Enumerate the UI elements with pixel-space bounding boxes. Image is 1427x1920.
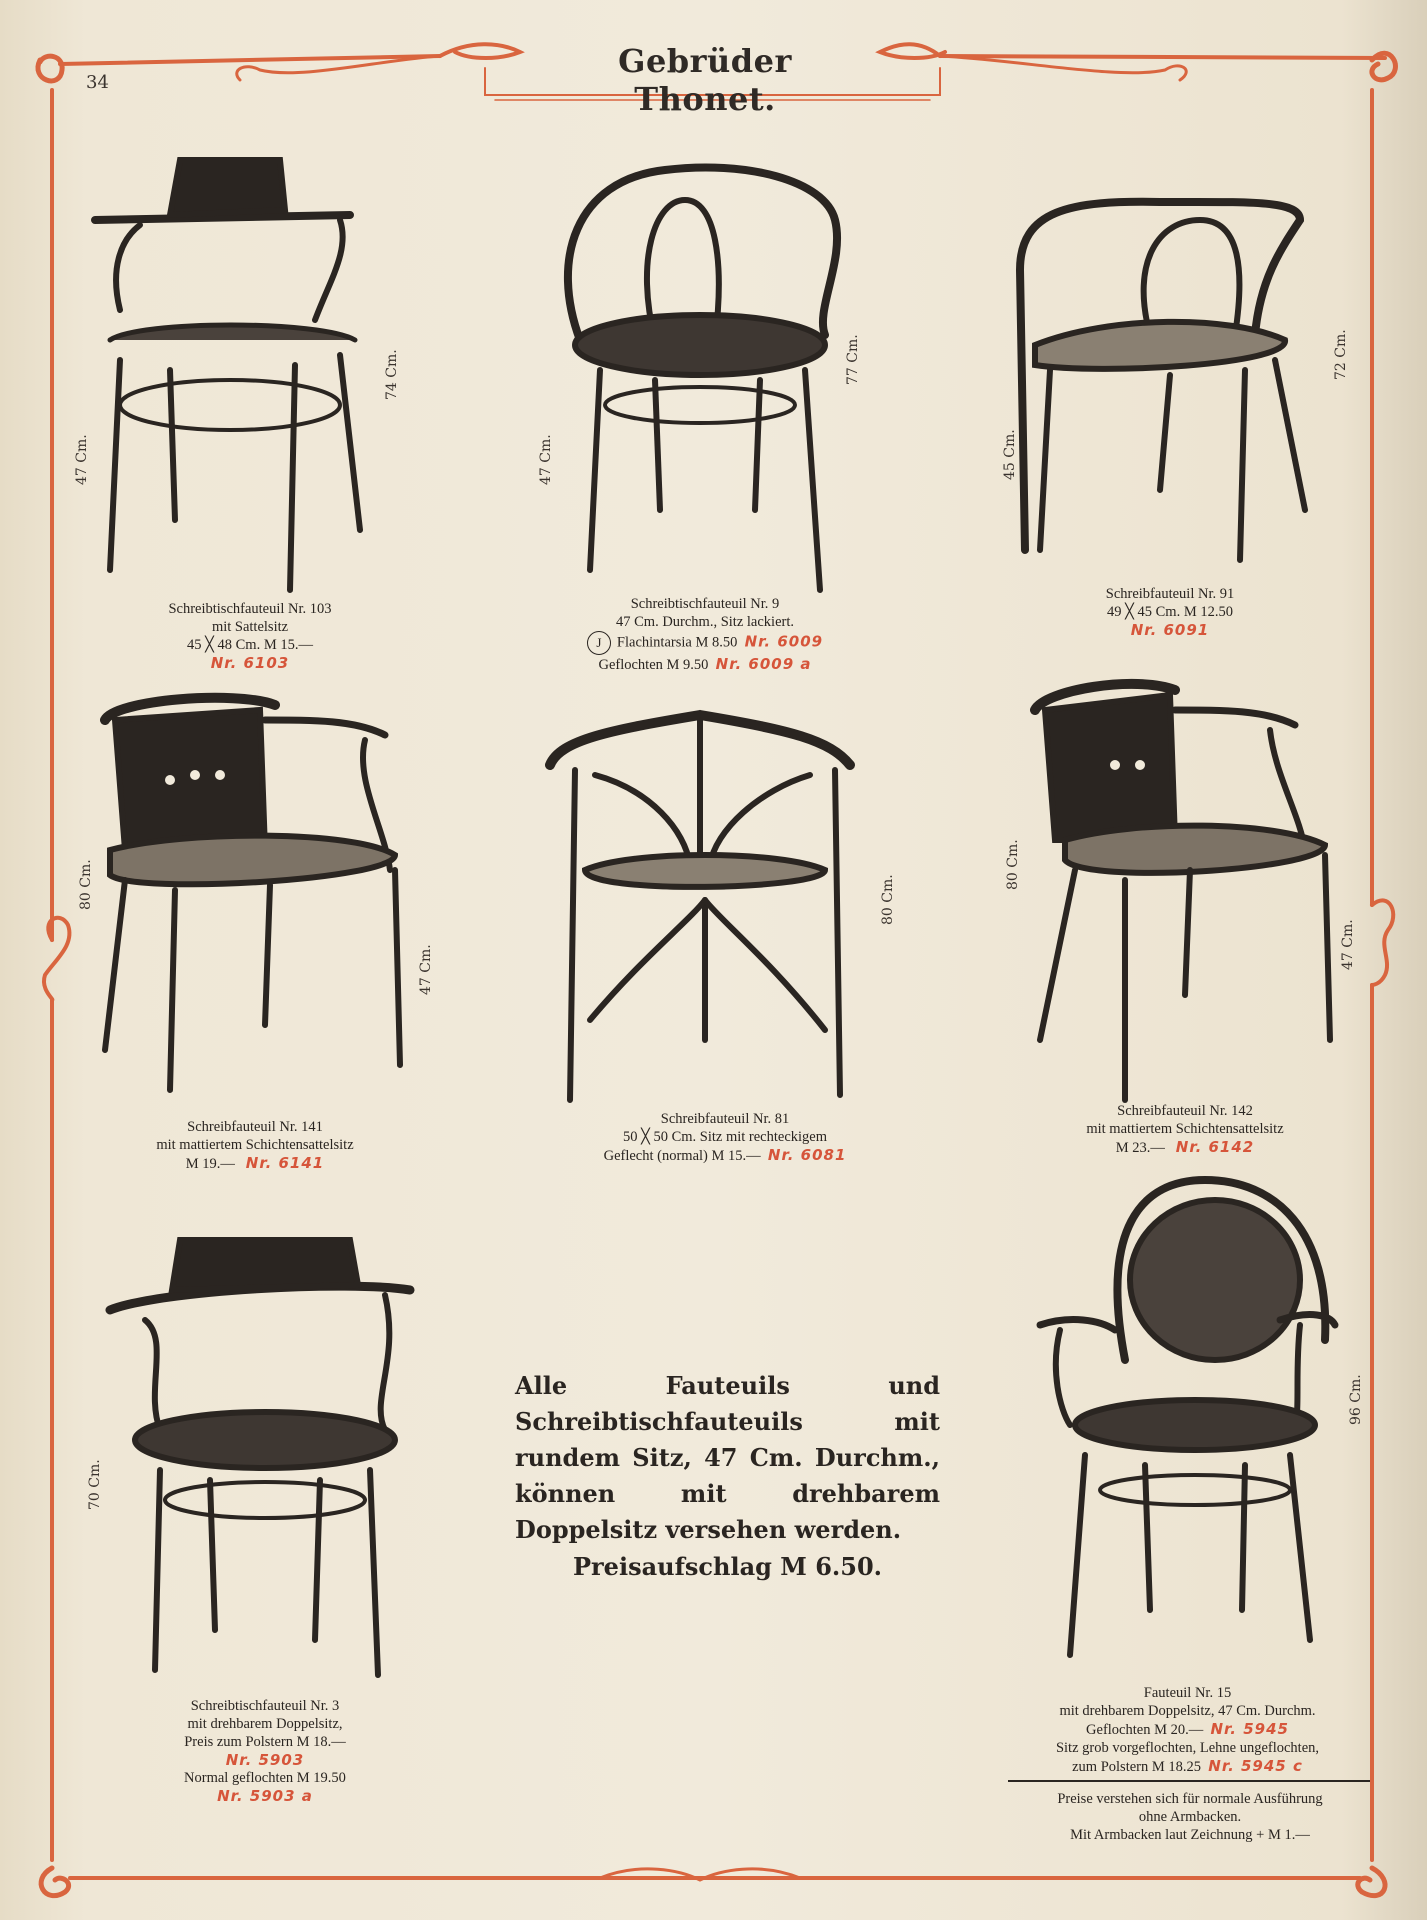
- caption-line: Schreibfauteuil Nr. 91: [1105, 586, 1235, 602]
- caption-line: mit Sattelsitz: [211, 619, 289, 635]
- dimension-label: 80 Cm.: [78, 859, 94, 910]
- order-number: Nr. 6009 a: [715, 655, 812, 673]
- caption-line: zum Polstern M 18.25: [1072, 1759, 1202, 1775]
- chair-illustration-103: [80, 150, 420, 600]
- order-number: Nr. 5903: [225, 1751, 305, 1769]
- page-number: 34: [86, 72, 109, 93]
- caption-line: Flachintarsia M 8.50: [616, 634, 738, 651]
- chair-illustration-91: [1010, 190, 1330, 570]
- footnote-line: Preise verstehen sich für normale Ausführung: [1057, 1791, 1323, 1807]
- caption-line: 49 ╳ 45 Cm. M 12.50: [1107, 604, 1233, 620]
- caption-line: Preis zum Polstern M 18.—: [184, 1734, 346, 1750]
- caption-line: Fauteuil Nr. 15: [1143, 1685, 1232, 1701]
- price-footnote: [1005, 1790, 1375, 1844]
- caption-nr-81: [555, 1110, 895, 1165]
- chair-illustration-9: [545, 160, 865, 600]
- caption-line: Geflecht (normal) M 15.—: [603, 1148, 761, 1164]
- order-number: Nr. 6141: [245, 1154, 325, 1172]
- caption-line: Normal geflochten M 19.50: [184, 1770, 346, 1786]
- caption-nr-103: [95, 600, 405, 672]
- order-number: Nr. 6103: [210, 654, 290, 672]
- chair-illustration-3: [100, 1230, 430, 1690]
- caption-nr-15: [1000, 1684, 1375, 1776]
- chair-illustration-142: [1025, 665, 1345, 1105]
- dimension-label: 80 Cm.: [880, 874, 896, 925]
- dimension-label: 70 Cm.: [87, 1459, 103, 1510]
- dimension-label: 74 Cm.: [384, 349, 400, 400]
- caption-line: 45 ╳ 48 Cm. M 15.—: [187, 637, 313, 653]
- dimension-label: 47 Cm.: [418, 944, 434, 995]
- caption-nr-9: [545, 595, 865, 674]
- caption-line: M 23.—: [1115, 1140, 1165, 1156]
- caption-line: mit mattiertem Schichtensattelsitz: [156, 1137, 354, 1153]
- order-number: Nr. 6142: [1175, 1138, 1255, 1156]
- dimension-label: 96 Cm.: [1348, 1374, 1364, 1425]
- dimension-label: 80 Cm.: [1005, 839, 1021, 890]
- order-number: Nr. 5945: [1210, 1720, 1289, 1738]
- dimension-label: 47 Cm.: [538, 434, 554, 485]
- price-surcharge: Preisaufschlag M 6.50.: [572, 1552, 883, 1581]
- caption-line: 50 ╳ 50 Cm. Sitz mit rechteckigem: [622, 1129, 828, 1145]
- swivel-seat-notice: Alle Fauteuils und Schreibtischfauteuils mit rundem Sitz, 47 Cm. Durchm., können mit drehbarem Doppelsitz versehen werden.: [515, 1371, 940, 1544]
- dimension-label: 47 Cm.: [74, 434, 90, 485]
- caption-nr-3: [110, 1697, 420, 1805]
- caption-line: M 19.—: [185, 1156, 235, 1172]
- caption-line: Schreibtischfauteuil Nr. 9: [630, 596, 780, 612]
- caption-line: Schreibfauteuil Nr. 142: [1117, 1103, 1253, 1119]
- order-number: Nr. 5903 a: [217, 1787, 313, 1805]
- caption-line: mit drehbarem Doppelsitz, 47 Cm. Durchm.: [1059, 1703, 1316, 1719]
- caption-line: mit drehbarem Doppelsitz,: [187, 1716, 343, 1732]
- chair-illustration-141: [95, 680, 415, 1100]
- chair-illustration-81: [540, 700, 860, 1110]
- j-mark-icon: J: [587, 631, 611, 655]
- dimension-label: 77 Cm.: [845, 334, 861, 385]
- order-number: Nr. 6009: [744, 632, 824, 651]
- caption-line: Geflochten M 9.50: [598, 657, 709, 673]
- chair-illustration-15: [1030, 1170, 1350, 1660]
- caption-nr-142: [1040, 1102, 1330, 1157]
- caption-line: Schreibtischfauteuil Nr. 3: [190, 1698, 340, 1714]
- caption-nr-141: [100, 1118, 410, 1173]
- caption-line: 47 Cm. Durchm., Sitz lackiert.: [616, 614, 794, 630]
- caption-line: Schreibtischfauteuil Nr. 103: [168, 601, 332, 617]
- caption-nr-91: [1030, 585, 1310, 639]
- page-title: Gebrüder Thonet.: [618, 42, 792, 118]
- caption-line: Sitz grob vorgeflochten, Lehne ungeflochten,: [1055, 1740, 1320, 1756]
- dimension-label: 47 Cm.: [1340, 919, 1356, 970]
- footnote-line: ohne Armbacken.: [1138, 1809, 1242, 1825]
- dimension-label: 45 Cm.: [1002, 429, 1018, 480]
- order-number: Nr. 6091: [1130, 621, 1210, 639]
- divider: [1008, 1780, 1370, 1782]
- order-number: Nr. 5945 c: [1208, 1757, 1303, 1775]
- caption-line: Schreibfauteuil Nr. 81: [660, 1111, 790, 1127]
- dimension-label: 72 Cm.: [1333, 329, 1349, 380]
- caption-line: mit mattiertem Schichtensattelsitz: [1086, 1121, 1284, 1137]
- footnote-line: Mit Armbacken laut Zeichnung + M 1.—: [1070, 1827, 1310, 1843]
- caption-line: Schreibfauteuil Nr. 141: [187, 1119, 323, 1135]
- order-number: Nr. 6081: [767, 1146, 847, 1164]
- caption-line: Geflochten M 20.—: [1086, 1722, 1204, 1738]
